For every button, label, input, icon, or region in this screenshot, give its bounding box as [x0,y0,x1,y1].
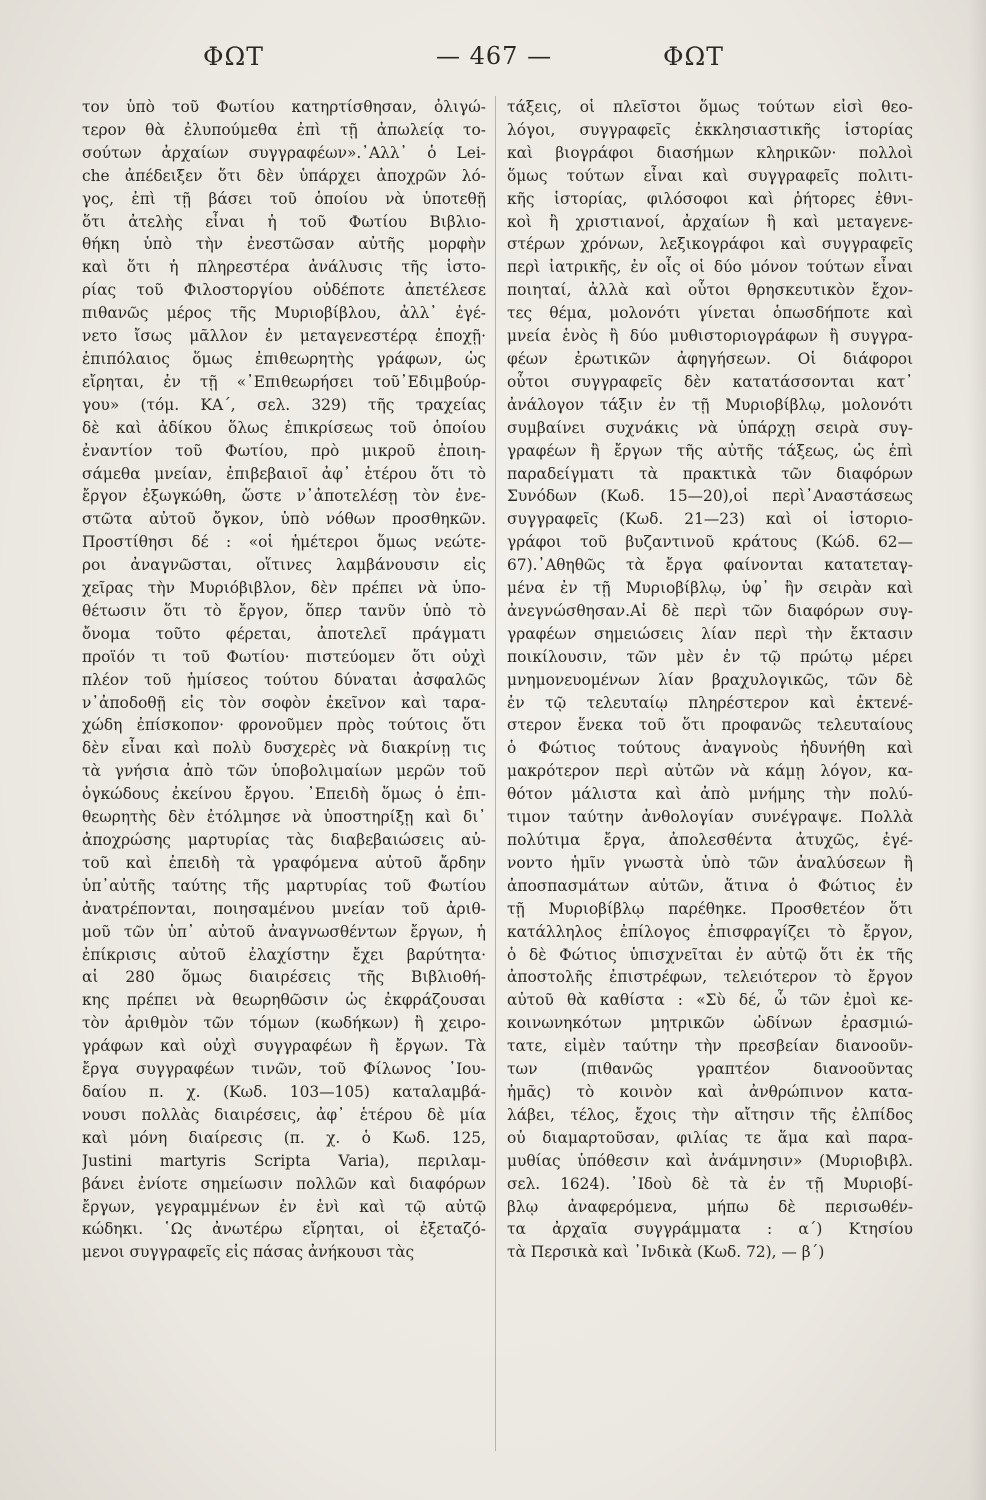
text-line: τῇ Μυριοβίβλῳ παρέθηκε. Προσθετέον ὅτι [507,899,913,918]
text-line: ποιηταί, ἀλλὰ καὶ οὗτοι θρησκευτικὸν ἔχον- [507,281,913,300]
text-line: ἀποστολῆς ἐπιστρέφων, τελειότερον τὸ ἔργον [507,968,913,987]
text-line: che ἀπέδειξεν ὅτι δὲν ὑπάρχει ἀποχρῶν λό- [82,166,486,185]
text-line: τοῦ καὶ ἐπειδὴ τὰ γραφόμενα αὐτοῦ ἄρδην [82,853,486,872]
text-line: 67).᾿Αθηθῶς τὰ ἔργα φαίνονται κατατεταγ- [507,556,913,575]
page-edge-shadow [968,0,986,1500]
text-line: ἐναντίον τοῦ Φωτίου, πρὸ μικροῦ ἐποιη- [82,441,486,460]
text-line: τὸν ἀριθμὸν τῶν τόμων (κωδήκων) ἢ χειρο- [82,1014,486,1033]
text-line: γραφέων ἢ ἔργων τῆς αὐτῆς τάξεως, ὡς ἐπὶ [507,441,913,460]
text-line: ἔργα συγγραφέων τινῶν, τοῦ Φίλωνος ᾿Ιου- [82,1060,486,1079]
text-line: ἀποσπασμάτων αὐτῶν, ἅτινα ὁ Φώτιος ἐν [507,876,913,895]
text-line: μακρότερον περὶ αὐτῶν νὰ κάμῃ λόγον, κα- [507,762,913,781]
text-line: στέρων χρόνων, λεξικογράφοι καὶ συγγραφεῖς [507,235,913,254]
text-line: τατε, εἰμὲν ταύτην τὴν πρεσβείαν διανοοῦν- [507,1037,913,1056]
text-line: καὶ μόνη διαίρεσις (π. χ. ὁ Κωδ. 125, [82,1128,486,1147]
text-line: τὰ Περσικὰ καὶ ᾿Ινδικὰ (Κωδ. 72), — β΄) [507,1243,825,1262]
text-line: θήκη ὑπὸ τὴν ἐνεστῶσαν αὐτῆς μορφὴν [82,235,486,254]
text-line: τερον θὰ ἐλυπούμεθα ἐπὶ τῇ ἀπωλείᾳ το- [82,120,486,139]
left-text-column [82,96,486,1264]
text-line: τάξεις, οἱ πλεῖστοι ὅμως τούτων εἰσὶ θεο- [507,98,913,116]
text-line: μνεία ἑνὸς ἢ δύο μυθιστοριογράφων ἢ συγγρα- [507,327,913,346]
text-line: θότον μάλιστα καὶ ἀπὸ μνήμης τὴν πολύ- [507,785,913,804]
text-line: λόγοι, συγγραφεῖς ἐκκλησιαστικῆς ἱστορίας [507,120,913,139]
text-line: θεωρητὴς δὲν ἐτόλμησε νὰ ὑποστηρίξῃ καὶ δι᾽ [82,808,486,827]
text-line: τα ἀρχαῖα συγγράμματα : α΄) Κτησίου [507,1220,913,1239]
text-line: βλῳ ἀναφερόμενα, μήπω δὲ περισωθέν- [507,1197,913,1216]
text-line: γράφοι τοῦ βυζαντινοῦ κράτους (Κώδ. 62— [507,533,913,552]
text-line: γραφέων σημειώσεις λίαν περὶ τὴν ἔκτασιν [507,624,913,643]
text-line: στῶτα αὐτοῦ ὄγκον, ὑπὸ νόθων προσθηκῶν. [82,510,486,529]
text-line: ροι ἀναγνῶσται, οἵτινες λαμβάνουσιν εἰς [82,556,486,575]
text-line: φέων ἐρωτικῶν ἀφηγήσεων. Οἱ διάφοροι [507,349,913,368]
text-line: πλέον τοῦ ἡμίσεος τούτου δύναται ἀσφαλῶς [82,670,486,689]
page-number: — 467 — [436,42,553,70]
text-line: ποικίλουσιν, τῶν μὲν ἐν τῷ πρώτῳ μέρει [507,647,913,666]
text-line: δὲν εἶναι καὶ πολὺ δυσχερὲς νὰ διακρίνῃ τις [82,739,486,758]
text-line: σούτων ἀρχαίων συγγραφέων».᾿Αλλ᾽ ὁ Lei- [82,143,486,162]
text-line: καὶ ὅτι ἡ πληρεστέρα ἀνάλυσις τῆς ἱστο- [82,258,486,277]
text-line: παραδείγματι τὰ πρακτικὰ τῶν διαφόρων [507,464,913,483]
text-line: στερον ἕνεκα τοῦ ὅτι προφανῶς τελευταίους [507,716,913,735]
text-line: χώδη ἐπίσκοπον· φρονοῦμεν πρὸς τούτοις ὅτι [82,716,486,735]
text-line: γράφων καὶ οὐχὶ συγγραφέων ἢ ἔργων. Τὰ [82,1037,486,1056]
text-line: τες θέμα, μολονότι γίνεται ὁπωσδήποτε καὶ [507,304,913,323]
text-line: αἱ 280 ὅμως διαιρέσεις τῆς Βιβλιοθή- [82,968,486,987]
text-line: γος, ἐπὶ τῇ βάσει τοῦ ὁποίου νὰ ὑποτεθῇ [82,189,486,208]
text-line: ἐν τῷ τελευταίῳ πληρέστερον καὶ ἐκτενέ- [507,693,913,712]
text-line: λάβει, τέλος, ἔχοις τὴν αἴτησιν τῆς ἐλπίδος [507,1105,913,1124]
text-line: ἀποχρώσης μαρτυρίας τὰς διαβεβαιώσεις αὐ- [82,831,486,849]
text-line: μυθίας ὑπόθεσιν καὶ ἀνάμνησιν» (Μυριοβιβλ. [507,1151,913,1170]
text-line: ἀνατρέπονται, ποιησαμένου μνείαν τοῦ ἀριθ- [82,899,486,918]
text-line: μένα ἐν τῇ Μυριοβίβλῳ, ὑφ᾽ ἣν σειρὰν καὶ [507,579,913,598]
text-line: ὄνομα τοῦτο φέρεται, ἀποτελεῖ πράγματι [82,624,486,643]
text-line: ρίας τοῦ Φιλοστοργίου οὐδέποτε ἀπετέλεσε [82,281,486,300]
text-line: συγγραφεῖς (Κωδ. 21—23) καὶ οἱ ἱστοριο- [507,510,913,529]
text-line: τὰ γνήσια ἀπὸ τῶν ὑποβολιμαίων μερῶν τοῦ [82,762,486,781]
text-line: ὅμως τούτων εἶναι καὶ συγγραφεῖς πολιτι- [507,166,913,185]
text-line: δὲ καὶ ἀδίκου ὅλως ἐπικρίσεως τοῦ ὁποίου [82,418,486,437]
text-line: τιμον ταύτην ἀνθολογίαν συνέγραψε. Πολλὰ [507,808,913,827]
text-line: μενοι συγγραφεῖς εἰς πάσας ἀνήκουσι τὰς [82,1243,415,1262]
text-line: ἔργων, γεγραμμένων ἐν ἑνὶ καὶ τῷ αὐτῷ [82,1197,486,1216]
column-divider [495,96,496,1451]
text-line: συμβαίνει συχνάκις νὰ ὑπάρχῃ σειρὰ συγ- [507,418,913,437]
text-line: κώδηκι. ῾Ως ἀνωτέρω εἴρηται, οἱ ἐξεταζό- [82,1220,486,1239]
text-line: σάμεθα μνείαν, ἐπιβεβαιοῖ ἀφ᾽ ἑτέρου ὅτι τὸ [82,464,486,483]
text-line: κοινωνηκότων μητρικῶν ὠδίνων ἐρασμιώ- [507,1014,913,1033]
text-line: γου» (τόμ. ΚΑ΄, σελ. 329) τῆς τραχείας [82,395,486,414]
text-line: κῆς ἱστορίας, φιλόσοφοι καὶ ῥήτορες ἐθνι- [507,189,913,208]
text-line: περὶ ἰατρικῆς, ἐν οἷς οἱ δύο μόνον τούτων εἶναι [507,258,913,277]
running-head [0,42,986,82]
text-line: χεῖρας τὴν Μυριόβιβλον, δὲν πρέπει νὰ ὑπο- [82,579,486,598]
text-line: ν᾽ἀποδοθῇ εἰς τὸν σοφὸν ἐκεῖνον καὶ ταρα- [82,693,486,712]
text-line: μνημονευομένων λίαν βραχυλογικῶς, τῶν δὲ [507,670,913,689]
text-line: νουσι πολλὰς διαιρέσεις, ἀφ᾽ ἑτέρου δὲ μία [82,1105,486,1124]
text-line: βάνει ἐνίοτε σημείωσιν πολλῶν καὶ διαφόρων [82,1174,486,1193]
text-line: θέτωσιν ὅτι τὸ ἔργον, ὅπερ τανῦν ὑπὸ τὸ [82,601,486,620]
text-line: οὐ διαμαρτοῦσαν, φιλίας τε ἅμα καὶ παρα- [507,1128,913,1147]
text-line: Συνόδων (Κωδ. 15—20),οἱ περὶ᾿Αναστάσεως [507,487,913,506]
text-line: Justini martyris Scripta Varia), περιλαμ- [82,1151,486,1170]
text-line: δαίου π. χ. (Κωδ. 103—105) καταλαμβά- [82,1082,486,1101]
header-right-keyword: ΦΩΤ [663,42,724,71]
text-line: πιθανῶς μέρος τῆς Μυριοβίβλου, ἀλλ᾽ ἐγέ- [82,304,486,323]
text-line: νοντο ἡμῖν γνωστὰ ὑπὸ τῶν ἀναλύσεων ἢ [507,853,913,872]
text-line: Προστίθησι δέ : «οἱ ἡμέτεροι ὅμως νεώτε- [82,533,486,552]
text-line: αὐτοῦ θὰ καθίστα : «Σὺ δέ, ὦ τῶν ἐμοὶ κε- [507,991,913,1010]
text-line: κατάλληλος ἐπίλογος ἐπισφραγίζει τὸ ἔργον, [507,922,913,941]
text-line: ἡμᾶς) τὸ κοινὸν καὶ ἀνθρώπινον κατα- [507,1082,913,1101]
text-line: ἔργον ἐξωγκώθη, ὥστε ν᾽ἀποτελέσῃ τὸν ἐνε- [82,487,486,506]
text-line: καὶ βιογράφοι διασήμων κληρικῶν· πολλοὶ [507,143,913,162]
header-left-keyword: ΦΩΤ [203,42,264,71]
text-line: κοὶ ἢ χριστιανοί, ἀρχαίων ἢ καὶ μεταγενε- [507,212,913,231]
text-line: ὀγκώδους ἐκείνου ἔργου. ᾿Επειδὴ ὅμως ὁ ἐπι- [82,785,486,804]
text-line: τον ὑπὸ τοῦ Φωτίου κατηρτίσθησαν, ὀλιγώ- [82,98,486,116]
text-line: μοῦ τῶν ὑπ᾽ αὐτοῦ ἀναγνωσθέντων ἔργων, ἡ [82,922,486,941]
text-line: εἴρηται, ἐν τῇ «᾿Επιθεωρήσει τοῦ᾿Εδιμβούρ- [82,372,486,391]
text-line: ὁ Φώτιος τούτους ἀναγνοὺς ἠδυνήθη καὶ [507,739,913,758]
text-line: ἐπιπόλαιος ὅμως ἐπιθεωρητὴς γράφων, ὡς [82,349,486,368]
text-line: προϊόν τι τοῦ Φωτίου· πιστεύομεν ὅτι οὐχὶ [82,647,486,666]
text-line: πολύτιμα ἔργα, ἀπολεσθέντα ἀτυχῶς, ἐγέ- [507,831,913,849]
right-text-column [507,96,913,1264]
text-line: ἐπίκρισις αὐτοῦ ἐλαχίστην ἔχει βαρύτητα· [82,945,486,964]
text-line: ὅτι ἀτελὴς εἶναι ἡ τοῦ Φωτίου Βιβλιο- [82,212,486,231]
text-line: των (πιθανῶς γραπτέον διανοοῦντας [507,1060,913,1079]
text-line: ἀνάλογον τάξιν ἐν τῇ Μυριοβίβλῳ, μολονότι [507,395,913,414]
text-line: νετο ἴσως μᾶλλον ἐν μεταγενεστέρᾳ ἐποχῇ· [82,327,486,346]
text-line: οὗτοι συγγραφεῖς δὲν κατατάσσονται κατ᾽ [507,372,913,391]
text-line: ὁ δὲ Φώτιος ὑπισχνεῖται ἐν αὐτῷ ὅτι ἐκ τῆς [507,945,913,964]
text-line: σελ. 1624). ᾿Ιδοὺ δὲ τὰ ἐν τῇ Μυριοβί- [507,1174,913,1193]
text-line: κης πρέπει νὰ θεωρηθῶσιν ὡς ἐκφράζουσαι [82,991,486,1010]
text-line: ὑπ᾽αὐτῆς ταύτης τῆς μαρτυρίας τοῦ Φωτίου [82,876,486,895]
text-line: ἀνεγνώσθησαν.Αἱ δὲ περὶ τῶν διαφόρων συγ- [507,601,913,620]
